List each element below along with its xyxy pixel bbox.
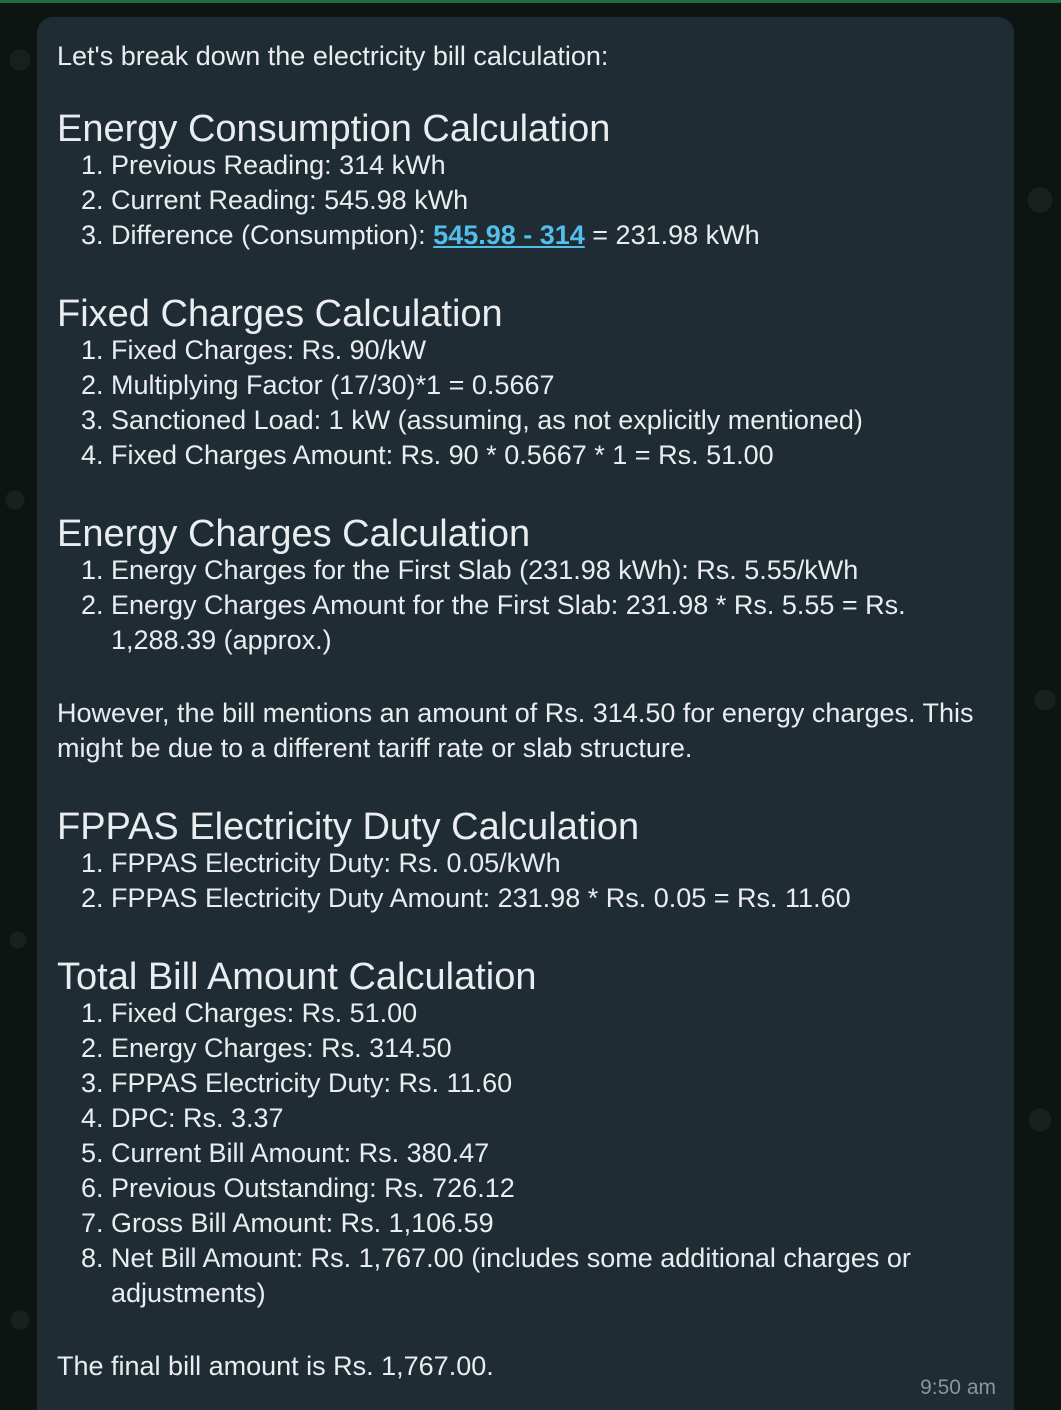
list-item: 4. DPC: Rs. 3.37	[111, 1101, 994, 1136]
section-fixed-charges	[57, 291, 994, 473]
list-item: 3. Sanctioned Load: 1 kW (assuming, as not explicitly mentioned)	[111, 403, 994, 438]
list-item: 1. Energy Charges for the First Slab (231.98 kWh): Rs. 5.55/kWh	[111, 553, 994, 588]
list-item: 2. FPPAS Electricity Duty Amount: 231.98 * Rs. 0.05 = Rs. 11.60	[111, 881, 994, 916]
note-paragraph: However, the bill mentions an amount of Rs. 314.50 for energy charges. This might be due to a different tariff rate or slab structure.	[57, 698, 974, 763]
list-item-prefix: Difference (Consumption):	[111, 220, 434, 250]
section-list	[57, 333, 994, 473]
section-title: Fixed Charges Calculation	[57, 293, 503, 335]
message-timestamp: 9:50 am	[920, 1376, 996, 1399]
section-list	[57, 148, 994, 253]
final-amount-text: The final bill amount is Rs. 1,767.00.	[57, 1351, 494, 1381]
calculation-link[interactable]: 545.98 - 314	[433, 220, 585, 250]
section-energy-consumption	[57, 106, 994, 253]
list-item-suffix: = 231.98 kWh	[584, 220, 760, 250]
section-fppas	[57, 804, 994, 916]
section-title: Total Bill Amount Calculation	[57, 956, 537, 998]
message-intro: Let's break down the electricity bill calculation:	[57, 41, 609, 71]
list-item	[111, 218, 994, 253]
section-energy-charges	[57, 511, 994, 658]
section-title: Energy Consumption Calculation	[57, 108, 611, 150]
list-item: 8. Net Bill Amount: Rs. 1,767.00 (includes some additional charges or adjustments)	[111, 1241, 994, 1311]
message-bubble[interactable]	[37, 17, 1014, 1410]
section-list	[57, 996, 994, 1311]
list-item: 4. Fixed Charges Amount: Rs. 90 * 0.5667 * 1 = Rs. 51.00	[111, 438, 994, 473]
list-item: 1. Previous Reading: 314 kWh	[111, 148, 994, 183]
list-item: 1. Fixed Charges: Rs. 51.00	[111, 996, 994, 1031]
list-item: 2. Energy Charges Amount for the First Slab: 231.98 * Rs. 5.55 = Rs. 1,288.39 (approx.)	[111, 588, 994, 658]
section-title: FPPAS Electricity Duty Calculation	[57, 806, 640, 848]
section-title: Energy Charges Calculation	[57, 513, 531, 555]
section-list	[57, 553, 994, 658]
list-item: 3. FPPAS Electricity Duty: Rs. 11.60	[111, 1066, 994, 1101]
section-list	[57, 846, 994, 916]
list-item: 2. Energy Charges: Rs. 314.50	[111, 1031, 994, 1066]
top-accent-bar	[0, 0, 1061, 3]
list-item: 1. FPPAS Electricity Duty: Rs. 0.05/kWh	[111, 846, 994, 881]
list-item: 1. Fixed Charges: Rs. 90/kW	[111, 333, 994, 368]
section-total	[57, 954, 994, 1311]
list-item: 5. Current Bill Amount: Rs. 380.47	[111, 1136, 994, 1171]
list-item: 7. Gross Bill Amount: Rs. 1,106.59	[111, 1206, 994, 1241]
list-item: 6. Previous Outstanding: Rs. 726.12	[111, 1171, 994, 1206]
list-item: 2. Multiplying Factor (17/30)*1 = 0.5667	[111, 368, 994, 403]
list-item: 2. Current Reading: 545.98 kWh	[111, 183, 994, 218]
